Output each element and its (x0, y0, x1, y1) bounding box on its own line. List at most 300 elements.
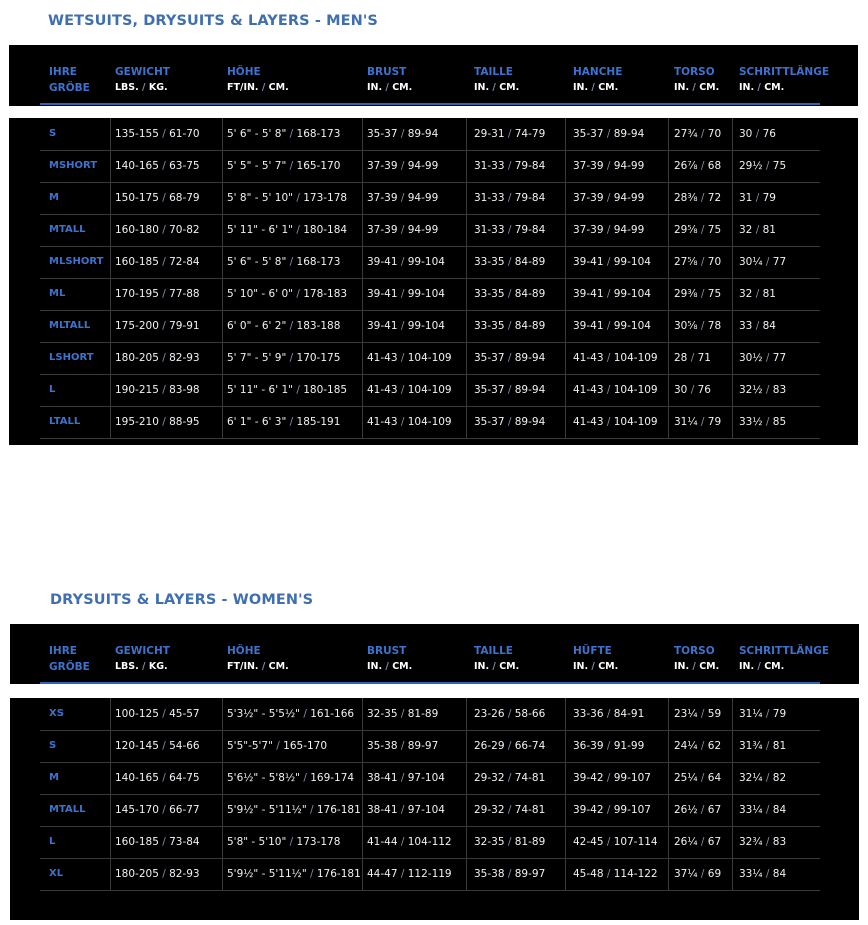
women-section-title: DRYSUITS & LAYERS - WOMEN'S (50, 592, 314, 608)
value-imperial: 30¼ (739, 256, 763, 268)
value-metric: 180-185 (303, 384, 348, 396)
value-imperial: 39-41 (367, 256, 398, 268)
measurement-cell (115, 278, 200, 310)
value-imperial: 41-43 (367, 352, 398, 364)
column-header-units (115, 659, 170, 675)
column-header (674, 64, 719, 96)
value-imperial: 31¾ (739, 740, 763, 752)
unit-separator: / (697, 772, 708, 784)
value-imperial: 5'9½" - 5'11½" (227, 868, 307, 880)
value-metric: 104-109 (407, 416, 452, 428)
unit-separator: / (762, 416, 773, 428)
value-imperial: 5' 8" - 5' 10" (227, 192, 293, 204)
measurement-cell (474, 406, 545, 438)
measurement-cell (227, 182, 347, 214)
value-imperial: 24¼ (674, 740, 698, 752)
unit-separator: / (762, 804, 773, 816)
column-divider (110, 118, 111, 438)
unit-separator: / (158, 416, 170, 428)
measurement-cell (115, 118, 200, 150)
measurement-cell (115, 698, 200, 730)
unit-separator: / (504, 192, 515, 204)
value-imperial: 5' 11" - 6' 1" (227, 224, 293, 236)
value-metric: 76 (762, 128, 776, 140)
value-imperial: 30 (674, 384, 688, 396)
measurement-cell (674, 794, 721, 826)
value-imperial: 26-29 (474, 740, 505, 752)
table-row (40, 762, 820, 795)
value-metric: 73-84 (169, 836, 200, 848)
unit-separator: / (158, 320, 170, 332)
column-header-units (739, 80, 829, 96)
measurement-cell (227, 374, 347, 406)
unit-separator: / (697, 836, 708, 848)
unit-separator: / (397, 256, 408, 268)
column-header-units (739, 659, 829, 675)
value-metric: 97-104 (407, 804, 445, 816)
column-header-label-text: GEWICHT (115, 66, 170, 78)
unit-imperial: IN. (573, 82, 589, 93)
value-metric: 165-170 (283, 740, 328, 752)
column-header-label (739, 643, 829, 659)
unit-metric: CM. (598, 661, 619, 672)
unit-separator: / (603, 772, 614, 784)
unit-metric: KG. (148, 82, 168, 93)
unit-imperial: FT/IN. (227, 661, 259, 672)
value-metric: 185-191 (296, 416, 341, 428)
column-divider (668, 118, 669, 438)
unit-separator: / (397, 160, 408, 172)
measurement-cell (367, 182, 438, 214)
value-imperial: 23-26 (474, 708, 505, 720)
value-imperial: 41-44 (367, 836, 398, 848)
value-metric: 54-66 (169, 740, 200, 752)
measurement-cell (739, 310, 776, 342)
measurement-cell (573, 118, 644, 150)
value-imperial: 5' 6" - 5' 8" (227, 256, 287, 268)
unit-separator: / (504, 288, 515, 300)
value-metric: 104-109 (613, 416, 658, 428)
unit-separator: / (603, 804, 614, 816)
size-label: LTALL (49, 416, 81, 427)
value-imperial: 36-39 (573, 740, 604, 752)
unit-imperial: IN. (739, 82, 755, 93)
measurement-cell (474, 182, 545, 214)
value-metric: 67 (707, 804, 722, 816)
measurement-cell (367, 246, 445, 278)
unit-separator: / (504, 320, 515, 332)
column-header (367, 643, 412, 675)
column-divider (565, 698, 566, 890)
unit-separator: / (687, 384, 698, 396)
value-metric: 71 (697, 352, 711, 364)
column-header (739, 643, 829, 675)
value-imperial: 39-41 (573, 288, 604, 300)
value-metric: 107-114 (613, 836, 658, 848)
value-imperial: 29⅜ (674, 288, 698, 300)
value-metric: 99-107 (613, 772, 651, 784)
value-metric: 84 (762, 320, 776, 332)
unit-separator: / (762, 868, 773, 880)
unit-imperial: FT/IN. (227, 82, 259, 93)
column-header-label (674, 64, 719, 80)
value-metric: 94-99 (613, 160, 645, 172)
column-header-units (474, 659, 519, 675)
measurement-cell (367, 698, 438, 730)
value-metric: 67 (707, 836, 722, 848)
unit-separator: / (292, 192, 304, 204)
unit-separator: / (504, 352, 515, 364)
value-imperial: 35-37 (474, 352, 505, 364)
value-imperial: 37-39 (573, 192, 604, 204)
measurement-cell (115, 246, 200, 278)
value-imperial: 145-170 (115, 804, 159, 816)
column-header-label-text: SCHRITTLÄNGE (739, 66, 830, 78)
value-metric: 82-93 (169, 868, 200, 880)
unit-separator: / (286, 352, 297, 364)
value-metric: 104-112 (407, 836, 452, 848)
men-section-title: WETSUITS, DRYSUITS & LAYERS - MEN'S (48, 13, 378, 29)
column-header-label-text: HÖHE (227, 645, 261, 657)
measurement-cell (367, 762, 445, 794)
measurement-cell (367, 342, 452, 374)
value-imperial: 33-35 (474, 256, 505, 268)
value-imperial: 28 (674, 352, 688, 364)
unit-separator: / (397, 224, 408, 236)
measurement-cell (573, 698, 644, 730)
value-imperial: 35-37 (474, 416, 505, 428)
value-metric: 94-99 (613, 192, 645, 204)
unit-separator: / (397, 708, 408, 720)
value-metric: 89-97 (514, 868, 546, 880)
column-header-label-text: TORSO (674, 66, 715, 78)
unit-imperial: IN. (674, 82, 690, 93)
value-imperial: 39-41 (367, 320, 398, 332)
value-metric: 77-88 (169, 288, 200, 300)
unit-separator: / (299, 772, 311, 784)
value-imperial: 5' 6" - 5' 8" (227, 128, 287, 140)
value-imperial: 32 (739, 224, 753, 236)
unit-separator: / (697, 192, 708, 204)
unit-metric: CM. (699, 82, 720, 93)
value-imperial: 5'6½" - 5'8½" (227, 772, 300, 784)
measurement-cell (739, 794, 786, 826)
value-metric: 112-119 (407, 868, 452, 880)
unit-separator: / (762, 160, 773, 172)
unit-separator: / (762, 836, 773, 848)
size-label: L (49, 384, 56, 395)
unit-separator: / (603, 160, 614, 172)
column-divider (222, 118, 223, 438)
value-imperial: 39-41 (573, 320, 604, 332)
value-metric: 169-174 (310, 772, 355, 784)
value-metric: 176-181 (316, 804, 361, 816)
unit-separator: / (603, 836, 614, 848)
unit-imperial: IN. (674, 661, 690, 672)
unit-separator: / (603, 868, 614, 880)
measurement-cell (573, 730, 644, 762)
measurement-cell (573, 374, 658, 406)
men-header-panel (9, 45, 858, 106)
value-metric: 97-104 (407, 772, 445, 784)
value-imperial: 160-185 (115, 256, 159, 268)
measurement-cell (115, 182, 200, 214)
unit-separator: / (762, 384, 773, 396)
measurement-cell (115, 762, 200, 794)
value-imperial: 195-210 (115, 416, 159, 428)
table-row (40, 794, 820, 827)
unit-separator: / (504, 772, 515, 784)
measurement-cell (367, 406, 452, 438)
unit-separator: / (689, 82, 700, 93)
value-imperial: 31¼ (739, 708, 763, 720)
column-header-label-text: HÜFTE (573, 645, 612, 657)
measurement-cell (573, 278, 651, 310)
value-metric: 81 (762, 288, 776, 300)
unit-separator: / (504, 128, 515, 140)
table-row (40, 406, 820, 439)
value-metric: 84-89 (514, 288, 546, 300)
size-label: MTALL (49, 804, 86, 815)
measurement-cell (674, 278, 721, 310)
value-metric: 76 (697, 384, 711, 396)
column-header (367, 64, 412, 96)
value-imperial: 39-41 (573, 256, 604, 268)
value-imperial: 33-35 (474, 320, 505, 332)
men-size-table (9, 118, 858, 445)
value-imperial: 5'3½" - 5'5½" (227, 708, 300, 720)
value-metric: 91-99 (613, 740, 645, 752)
unit-separator: / (752, 192, 763, 204)
unit-metric: CM. (392, 82, 413, 93)
value-metric: 83 (772, 384, 787, 396)
unit-separator: / (754, 661, 765, 672)
column-header-units (674, 80, 719, 96)
column-divider (565, 118, 566, 438)
column-header (115, 643, 170, 675)
value-imperial: 33¼ (739, 804, 763, 816)
unit-separator: / (158, 772, 170, 784)
unit-separator: / (158, 352, 170, 364)
value-metric: 58-66 (514, 708, 546, 720)
size-label: M (49, 772, 59, 783)
unit-separator: / (258, 82, 269, 93)
measurement-cell (115, 730, 200, 762)
unit-separator: / (603, 192, 614, 204)
column-divider (362, 698, 363, 890)
measurement-cell (573, 342, 658, 374)
value-metric: 168-173 (296, 128, 341, 140)
value-imperial: 31-33 (474, 224, 505, 236)
value-imperial: 41-43 (573, 352, 604, 364)
table-row (40, 342, 820, 375)
measurement-cell (739, 730, 786, 762)
value-metric: 99-104 (613, 288, 651, 300)
measurement-cell (227, 406, 340, 438)
value-imperial: 29½ (739, 160, 763, 172)
measurement-cell (115, 374, 200, 406)
value-imperial: 135-155 (115, 128, 159, 140)
column-header-label-text: GRÖBE (49, 661, 90, 673)
value-metric: 64-75 (169, 772, 200, 784)
unit-separator: / (697, 740, 708, 752)
unit-separator: / (292, 384, 304, 396)
value-imperial: 29⅝ (674, 224, 698, 236)
value-metric: 89-94 (514, 416, 546, 428)
unit-separator: / (286, 256, 297, 268)
value-metric: 89-94 (407, 128, 439, 140)
column-header-units (367, 80, 412, 96)
table-row (40, 698, 820, 731)
measurement-cell (367, 214, 438, 246)
unit-separator: / (687, 352, 698, 364)
value-metric: 77 (772, 256, 787, 268)
column-header-label (227, 64, 289, 80)
measurement-cell (739, 698, 786, 730)
value-metric: 104-109 (407, 384, 452, 396)
measurement-cell (674, 826, 721, 858)
value-imperial: 31-33 (474, 160, 505, 172)
value-imperial: 5' 7" - 5' 9" (227, 352, 287, 364)
column-header (573, 64, 622, 96)
unit-separator: / (752, 320, 763, 332)
unit-separator: / (397, 288, 408, 300)
value-metric: 77 (772, 352, 787, 364)
measurement-cell (739, 278, 776, 310)
unit-imperial: IN. (367, 82, 383, 93)
unit-separator: / (504, 256, 515, 268)
value-imperial: 6' 1" - 6' 3" (227, 416, 287, 428)
table-row (40, 374, 820, 407)
unit-separator: / (762, 740, 773, 752)
column-divider (362, 118, 363, 438)
column-divider (466, 698, 467, 890)
value-metric: 94-99 (407, 192, 439, 204)
size-label: L (49, 836, 56, 847)
measurement-cell (474, 342, 545, 374)
column-header (49, 64, 90, 96)
value-imperial: 175-200 (115, 320, 159, 332)
measurement-cell (227, 858, 361, 890)
measurement-cell (367, 794, 445, 826)
unit-separator: / (397, 352, 408, 364)
value-metric: 173-178 (296, 836, 341, 848)
value-metric: 74-81 (514, 804, 546, 816)
column-header (49, 643, 90, 675)
unit-separator: / (697, 256, 708, 268)
size-label: S (49, 128, 57, 139)
value-imperial: 41-43 (367, 416, 398, 428)
value-metric: 99-104 (613, 256, 651, 268)
measurement-cell (674, 182, 721, 214)
size-label: MLTALL (49, 320, 91, 331)
value-imperial: 160-185 (115, 836, 159, 848)
column-header-label-text: HÖHE (227, 66, 261, 78)
unit-separator: / (158, 384, 170, 396)
column-header-label-text: SCHRITTLÄNGE (739, 645, 830, 657)
value-imperial: 32¼ (739, 772, 763, 784)
value-imperial: 42-45 (573, 836, 604, 848)
value-metric: 183-188 (296, 320, 341, 332)
unit-separator: / (397, 320, 408, 332)
unit-separator: / (697, 320, 708, 332)
unit-separator: / (603, 708, 614, 720)
value-metric: 104-109 (407, 352, 452, 364)
value-imperial: 5' 5" - 5' 7" (227, 160, 287, 172)
unit-separator: / (158, 224, 170, 236)
unit-separator: / (397, 836, 408, 848)
measurement-cell (674, 310, 721, 342)
value-metric: 94-99 (407, 160, 439, 172)
measurement-cell (573, 214, 644, 246)
unit-separator: / (603, 224, 614, 236)
column-header-label-text: TAILLE (474, 645, 513, 657)
value-metric: 62 (707, 740, 722, 752)
value-imperial: 41-43 (573, 416, 604, 428)
unit-separator: / (397, 416, 408, 428)
value-metric: 180-184 (303, 224, 348, 236)
unit-separator: / (762, 772, 773, 784)
value-imperial: 41-43 (367, 384, 398, 396)
value-imperial: 29-31 (474, 128, 505, 140)
unit-separator: / (504, 160, 515, 172)
table-row (40, 730, 820, 763)
size-label: MSHORT (49, 160, 98, 171)
value-metric: 114-122 (613, 868, 658, 880)
value-imperial: 160-180 (115, 224, 159, 236)
value-metric: 61-70 (169, 128, 200, 140)
value-metric: 70 (707, 128, 722, 140)
column-header-label-text: TAILLE (474, 66, 513, 78)
value-metric: 79-84 (514, 224, 546, 236)
table-row (40, 310, 820, 343)
value-imperial: 31-33 (474, 192, 505, 204)
value-imperial: 37-39 (367, 192, 398, 204)
value-imperial: 41-43 (573, 384, 604, 396)
unit-separator: / (397, 740, 408, 752)
unit-separator: / (272, 740, 284, 752)
value-imperial: 25¼ (674, 772, 698, 784)
measurement-cell (227, 278, 347, 310)
size-label: XS (49, 708, 64, 719)
column-divider (732, 118, 733, 438)
value-imperial: 33 (739, 320, 753, 332)
size-label: M (49, 192, 59, 203)
unit-separator: / (397, 804, 408, 816)
unit-separator: / (158, 804, 170, 816)
unit-separator: / (158, 128, 170, 140)
measurement-cell (573, 762, 651, 794)
measurement-cell (367, 826, 452, 858)
unit-separator: / (603, 416, 614, 428)
value-metric: 82-93 (169, 352, 200, 364)
unit-metric: KG. (148, 661, 168, 672)
value-metric: 74-81 (514, 772, 546, 784)
value-metric: 82 (772, 772, 787, 784)
value-metric: 85 (772, 416, 787, 428)
value-imperial: 26⅞ (674, 160, 698, 172)
measurement-cell (739, 246, 786, 278)
table-row (40, 278, 820, 311)
unit-separator: / (504, 868, 515, 880)
column-header-units (367, 659, 412, 675)
unit-separator: / (382, 82, 393, 93)
unit-separator: / (286, 128, 297, 140)
measurement-cell (227, 730, 327, 762)
value-metric: 84 (772, 868, 787, 880)
unit-metric: CM. (764, 661, 785, 672)
unit-separator: / (397, 772, 408, 784)
